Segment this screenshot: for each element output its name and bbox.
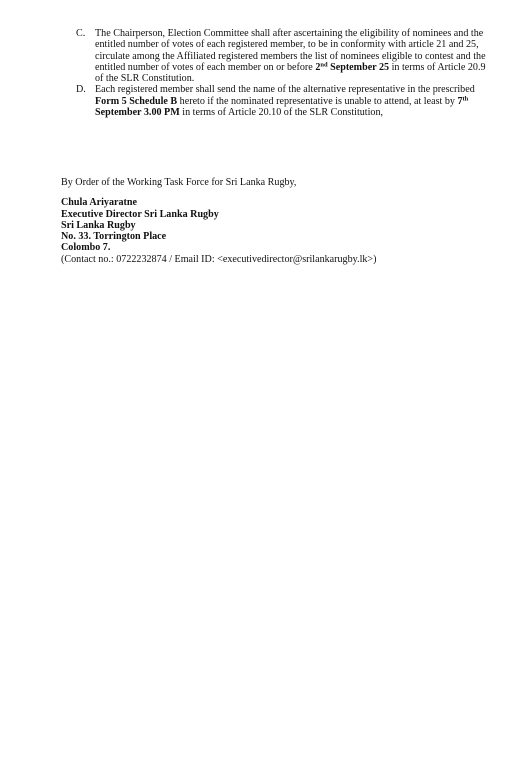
organization-name: Sri Lanka Rugby <box>61 219 136 231</box>
clause-d-deadline-day: 7 <box>457 95 463 107</box>
address-line-2: Colombo 7. <box>61 242 111 254</box>
clause-d-deadline-suffix: th <box>462 95 469 103</box>
contact-line: (Contact no.: 0722232874 / Email ID: <executivedirector@srilankarugby.lk>) <box>61 253 377 265</box>
clause-c-text-part-1: The Chairperson, Election Committee shall after ascertaining the eligibility of nominees and the entitled number of votes of each registered member, to be in conformity with article 21 and 25, circulate among the Affiliated registered members the list of nominees eligible to contest and the entitled number of votes of each member on or before <box>95 28 486 73</box>
clause-d-form-reference: Form 5 Schedule B <box>95 95 178 107</box>
signatory-name: Chula Ariyaratne <box>61 197 137 209</box>
clause-c <box>76 28 486 84</box>
clause-d <box>76 84 486 118</box>
clause-c-deadline-suffix: nd <box>320 61 328 69</box>
clause-d-deadline-rest: September 3.00 PM <box>95 107 180 119</box>
address-line-1: No. 33. Torrington Place <box>61 231 167 243</box>
signoff-block <box>61 177 501 265</box>
signatory-title: Executive Director Sri Lanka Rugby <box>61 208 219 220</box>
clause-list <box>76 28 486 118</box>
clause-d-marker: D. <box>76 84 86 96</box>
clause-c-deadline-month: September 25 <box>327 61 390 73</box>
clause-d-text <box>95 84 486 118</box>
order-line: By Order of the Working Task Force for Sri Lanka Rugby, <box>61 177 297 188</box>
clause-d-text-part-2: hereto if the nominated representative is unable to attend, at least by <box>177 95 458 107</box>
clause-c-deadline-day: 2 <box>315 61 321 73</box>
clause-d-text-part-1: Each registered member shall send the name of the alternative representative in the prescribed <box>95 84 475 96</box>
clause-c-text-part-2: in terms of Article 20.9 of the SLR Constitution. <box>95 61 486 85</box>
clause-c-marker: C. <box>76 28 86 39</box>
clause-c-deadline <box>315 62 389 73</box>
clause-c-text <box>95 28 486 84</box>
clause-d-text-part-3: in terms of Article 20.10 of the SLR Constitution, <box>179 107 384 119</box>
